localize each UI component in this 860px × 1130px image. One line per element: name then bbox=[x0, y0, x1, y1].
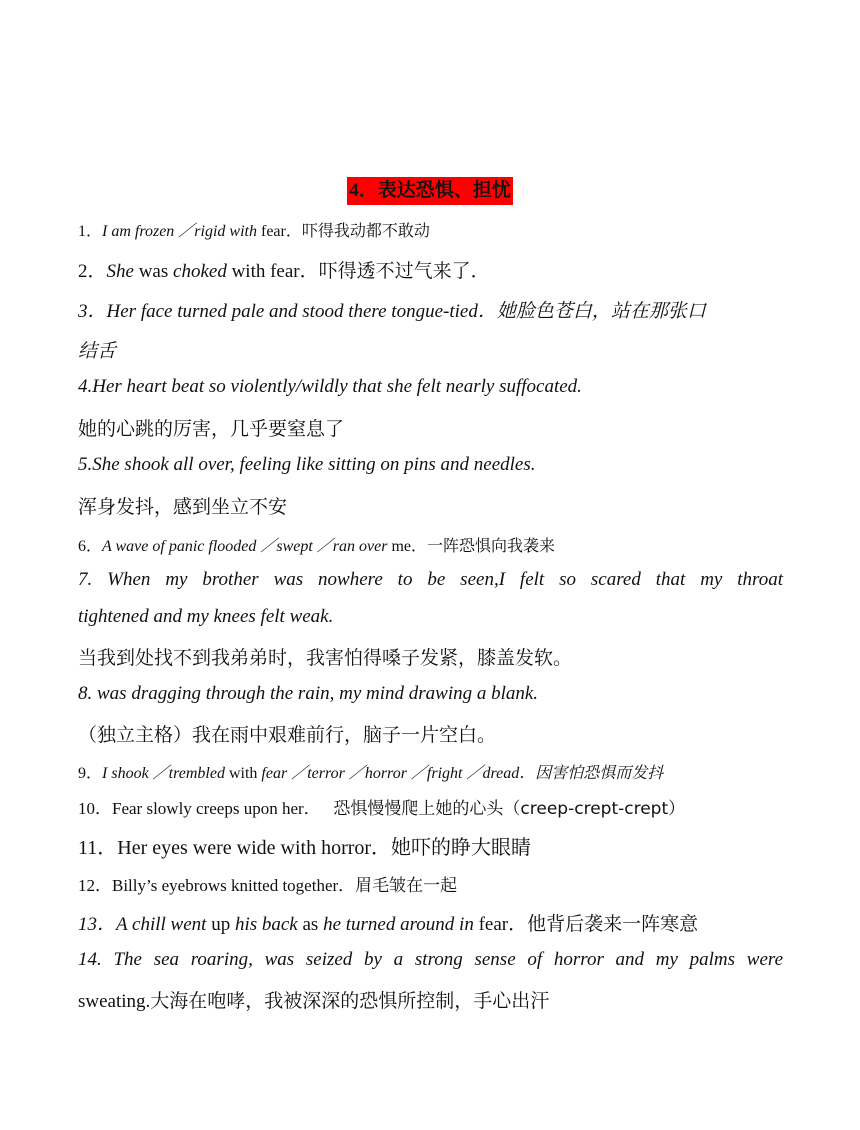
item-11-english: 11．Her eyes were wide with horror． bbox=[78, 837, 392, 859]
item-6-english-italic: A wave of panic flooded ／swept ／ran over bbox=[102, 538, 388, 555]
item-10-chinese: 恐惧慢慢爬上她的心头（creep-crept-crept） bbox=[333, 799, 686, 819]
item-3-english: Her face turned pale and stood there tongue-tied． bbox=[106, 301, 497, 322]
item-9-part-a: I shook ／trembled bbox=[102, 765, 225, 782]
item-13-chinese: 他背后袭来一阵寒意 bbox=[527, 913, 699, 935]
item-7-line-2: tightened and my knees felt weak. bbox=[78, 606, 334, 627]
item-3-line-1 bbox=[78, 296, 783, 323]
item-12-chinese: 眉毛皱在一起 bbox=[355, 876, 458, 896]
item-3-line-2: 结舌 bbox=[78, 340, 117, 362]
item-1-number: 1． bbox=[78, 223, 103, 240]
item-13-part-b: up bbox=[206, 914, 235, 935]
item-9-part-c: fear ／terror ／horror ／fright ／dread．因害怕恐惧而发抖 bbox=[261, 765, 664, 782]
item-5-english: 5.She shook all over, feeling like sitting on pins and needles. bbox=[78, 454, 536, 475]
item-12 bbox=[78, 871, 783, 896]
item-9 bbox=[78, 760, 783, 783]
item-4-english: 4.Her heart beat so violently/wildly that she felt nearly suffocated. bbox=[78, 376, 582, 397]
item-2-chinese: 吓得透不过气来了． bbox=[318, 260, 490, 282]
item-10 bbox=[78, 794, 783, 819]
item-2-part-b: was bbox=[133, 261, 174, 282]
item-12-english: 12．Billy’s eyebrows knitted together． bbox=[78, 876, 356, 895]
item-2 bbox=[78, 256, 783, 283]
item-1-english-italic: I am frozen ／rigid with bbox=[102, 223, 257, 240]
item-5-chinese: 浑身发抖，感到坐立不安 bbox=[78, 496, 288, 518]
item-4-chinese: 她的心跳的厉害，几乎要窒息了 bbox=[78, 418, 345, 440]
item-11 bbox=[78, 831, 783, 860]
item-11-chinese: 她吓的睁大眼睛 bbox=[391, 835, 532, 859]
item-8-chinese: （独立主格）我在雨中艰难前行，脑子一片空白。 bbox=[78, 724, 497, 746]
item-13 bbox=[78, 909, 783, 936]
item-9-number: 9． bbox=[78, 765, 103, 782]
item-1-english: fear． bbox=[257, 223, 302, 240]
item-14-english: sweating. bbox=[78, 991, 151, 1012]
item-2-part-d: with fear． bbox=[226, 261, 319, 282]
item-2-part-a: She bbox=[106, 261, 134, 282]
section-heading-wrap bbox=[0, 177, 860, 205]
item-8-english: 8. was dragging through the rain, my mind drawing a blank. bbox=[78, 683, 539, 704]
item-10-english: 10．Fear slowly creeps upon her． bbox=[78, 799, 321, 818]
item-6-chinese: 一阵恐惧向我袭来 bbox=[427, 536, 556, 555]
item-13-part-c: his back bbox=[234, 914, 298, 935]
item-13-part-a: A chill went bbox=[116, 914, 207, 935]
item-13-number: 13． bbox=[78, 914, 117, 935]
item-13-part-d: as bbox=[297, 914, 324, 935]
item-3-chinese: 她脸色苍白，站在那张口 bbox=[496, 300, 706, 322]
item-13-part-f: fear． bbox=[473, 914, 528, 935]
item-2-part-c: choked bbox=[173, 261, 227, 282]
item-1 bbox=[78, 218, 783, 241]
item-14-line-2 bbox=[78, 986, 783, 1013]
item-3-number: 3． bbox=[78, 301, 107, 322]
item-7-line-1: 7. When my brother was nowhere to be seen,I felt so scared that my throat bbox=[78, 569, 783, 590]
item-13-part-e: he turned around in bbox=[323, 914, 474, 935]
item-6 bbox=[78, 533, 783, 556]
item-9-part-b: with bbox=[224, 765, 262, 782]
item-6-english: me． bbox=[387, 538, 428, 555]
item-2-number: 2． bbox=[78, 261, 107, 282]
item-1-chinese: 吓得我动都不敢动 bbox=[301, 221, 430, 240]
section-heading: 4．表达恐惧、担忧 bbox=[347, 177, 513, 205]
item-7-chinese: 当我到处找不到我弟弟时，我害怕得嗓子发紧，膝盖发软。 bbox=[78, 647, 573, 669]
item-6-number: 6． bbox=[78, 538, 103, 555]
item-14-chinese: 大海在咆哮，我被深深的恐惧所控制，手心出汗 bbox=[150, 990, 550, 1012]
item-14-line-1: 14. The sea roaring, was seized by a strong sense of horror and my palms were bbox=[78, 949, 783, 970]
